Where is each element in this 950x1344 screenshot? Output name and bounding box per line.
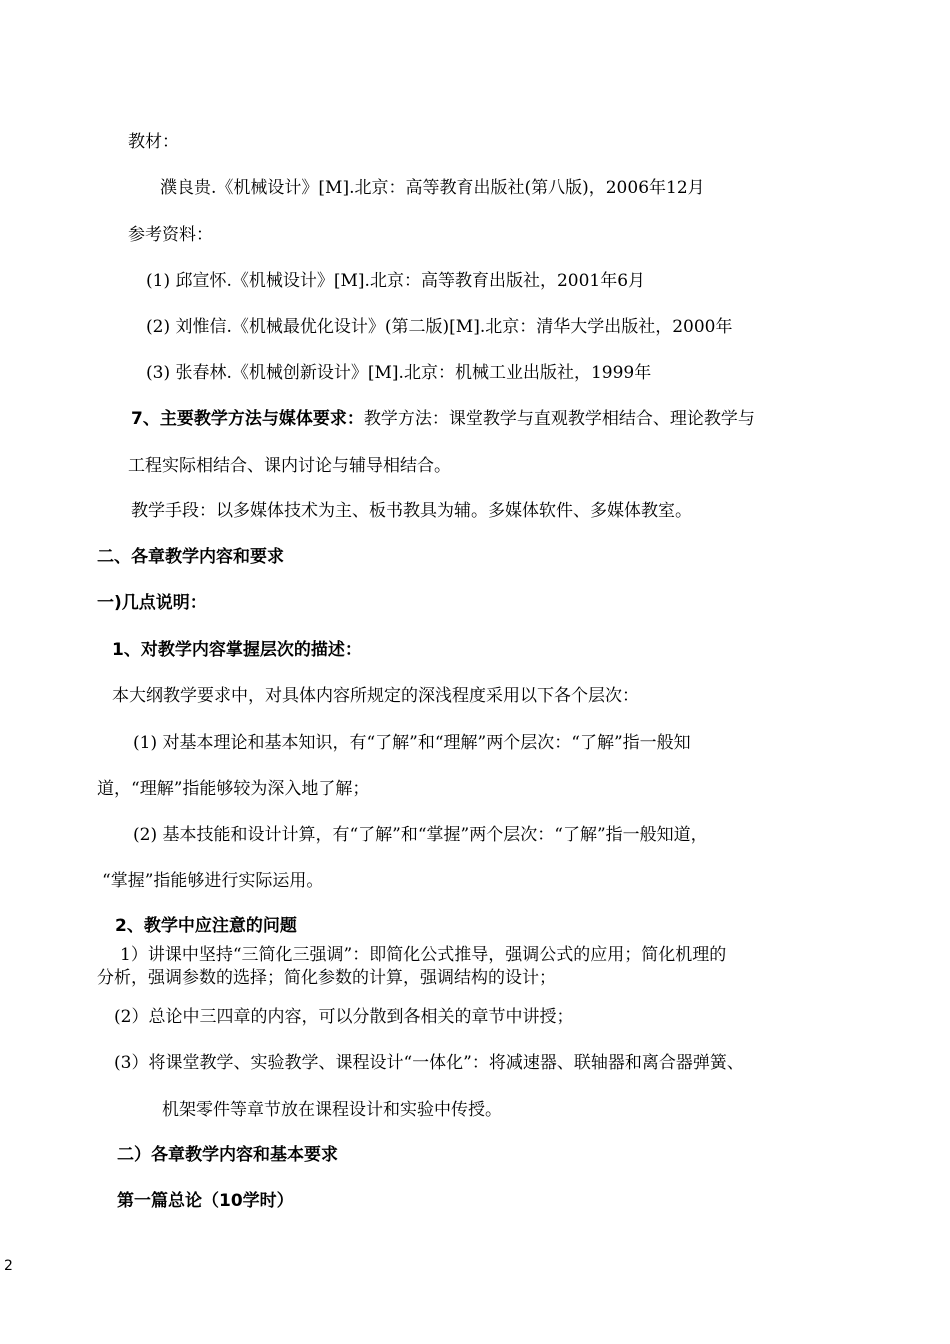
textbook-entry: 濮良贵.《机械设计》[M].北京：高等教育出版社(第八版)，2006年12月 <box>160 178 705 198</box>
note1-line2: 分析，强调参数的选择；简化参数的计算，强调结构的设计； <box>97 968 556 988</box>
reference-item-3: (3) 张春林.《机械创新设计》[M].北京：机械工业出版社，1999年 <box>146 363 652 383</box>
level1-line1: (1) 对基本理论和基本知识，有“了解”和“理解”两个层次：“了解”指一般知 <box>133 733 691 753</box>
page-number: 2 <box>4 1258 13 1274</box>
methods-paragraph <box>131 408 755 430</box>
note1-line1: 1）讲课中坚持“三简化三强调”：即简化公式推导，强调公式的应用；简化机理的 <box>120 945 727 965</box>
note3-line1: (3）将课堂教学、实验教学、课程设计“一体化”：将减速器、联轴器和离合器弹簧、 <box>114 1053 744 1073</box>
point1-intro: 本大纲教学要求中，对具体内容所规定的深浅程度采用以下各个层次： <box>112 686 639 706</box>
section-title: 二、各章教学内容和要求 <box>97 547 284 567</box>
textbook-heading: 教材： <box>128 132 179 152</box>
level2-line1: (2) 基本技能和设计计算，有“了解”和“掌握”两个层次：“了解”指一般知道， <box>133 825 708 845</box>
subsection-title-2: 二）各章教学内容和基本要求 <box>117 1145 338 1165</box>
reference-item-1: (1) 邱宣怀.《机械设计》[M].北京：高等教育出版社，2001年6月 <box>146 271 646 291</box>
note2: (2）总论中三四章的内容，可以分散到各相关的章节中讲授； <box>114 1007 574 1027</box>
methods-text-line2: 工程实际相结合、课内讨论与辅导相结合。 <box>128 456 451 476</box>
methods-means: 教学手段：以多媒体技术为主、板书教具为辅。多媒体软件、多媒体教室。 <box>131 501 692 521</box>
reference-item-2: (2) 刘惟信.《机械最优化设计》(第二版)[M].北京：清华大学出版社，2000年 <box>146 317 733 337</box>
point2-title: 2、教学中应注意的问题 <box>115 916 297 936</box>
part1-title: 第一篇总论（10学时） <box>117 1191 294 1211</box>
methods-label: 7、主要教学方法与媒体要求： <box>131 409 364 429</box>
level1-line2: 道，“理解”指能够较为深入地了解； <box>97 779 370 799</box>
methods-text-line1: 教学方法：课堂教学与直观教学相结合、理论教学与 <box>363 409 755 429</box>
references-heading: 参考资料： <box>128 225 213 245</box>
subsection-title-1: 一)几点说明： <box>97 593 207 613</box>
note3-line2: 机架零件等章节放在课程设计和实验中传授。 <box>162 1100 502 1120</box>
level2-line2: “掌握”指能够进行实际运用。 <box>102 871 324 891</box>
point1-title: 1、对教学内容掌握层次的描述： <box>112 640 362 660</box>
